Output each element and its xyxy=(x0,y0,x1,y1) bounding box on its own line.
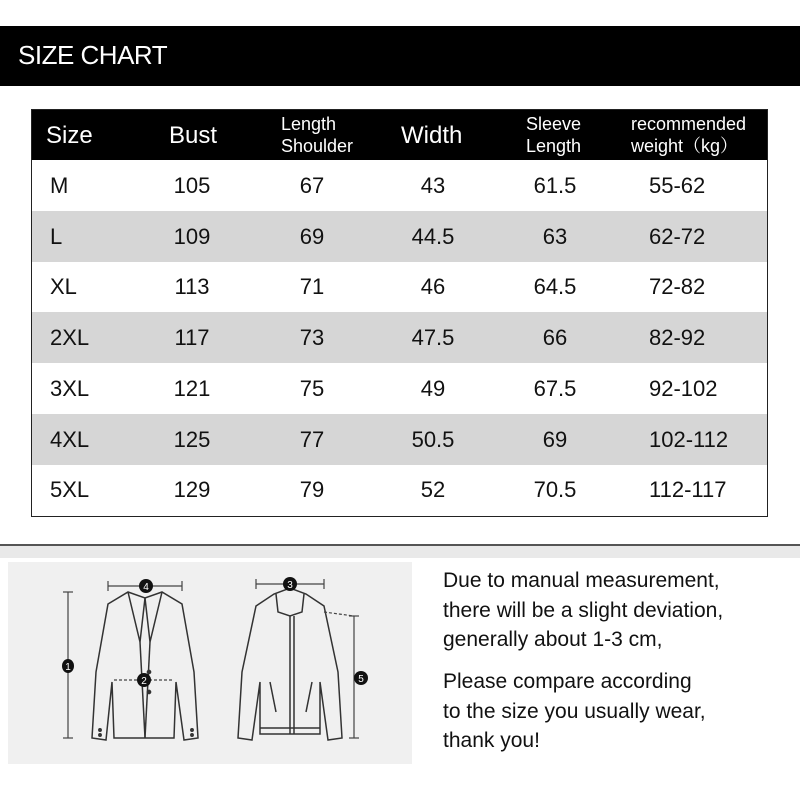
table-cell: L xyxy=(50,223,63,249)
table-cell: 69 xyxy=(299,223,325,249)
table-header xyxy=(32,110,767,160)
svg-text:2: 2 xyxy=(141,676,147,687)
svg-text:5: 5 xyxy=(358,674,364,685)
jacket-guides xyxy=(256,579,359,738)
table-cell: 47.5 xyxy=(411,325,455,351)
header-length-shoulder: Length Shoulder xyxy=(281,114,354,156)
table-cell: 62-72 xyxy=(649,223,706,249)
table-cell: 46 xyxy=(420,274,446,300)
note-line: there will be a slight deviation, xyxy=(443,598,724,622)
table-row xyxy=(32,363,767,414)
section-divider xyxy=(0,544,800,558)
table-cell: 52 xyxy=(420,477,446,503)
table-cell: 4XL xyxy=(50,426,90,452)
table-cell: 77 xyxy=(299,426,325,452)
table-cell: 44.5 xyxy=(411,223,455,249)
title-bar xyxy=(0,26,800,86)
table-cell: 73 xyxy=(299,325,325,351)
table-cell: 92-102 xyxy=(649,375,718,401)
table-cell: 61.5 xyxy=(533,173,577,198)
table-cell: 55-62 xyxy=(649,173,706,198)
table-cell: 75 xyxy=(299,375,325,401)
table-cell: 43 xyxy=(420,173,446,198)
header-size: Size xyxy=(46,122,93,149)
size-table xyxy=(31,109,768,517)
table-cell: 109 xyxy=(173,223,211,249)
table-cell: 50.5 xyxy=(411,426,455,452)
marker-2 xyxy=(137,673,151,687)
compare-note xyxy=(443,667,706,756)
table-cell: 72-82 xyxy=(649,274,706,300)
table-cell: 113 xyxy=(174,274,210,300)
table-cell: 2XL xyxy=(50,325,90,351)
table-row xyxy=(32,261,767,312)
svg-text:3: 3 xyxy=(287,580,293,591)
page-title: SIZE CHART xyxy=(18,40,168,70)
jacket-front-illustration xyxy=(238,588,342,740)
marker-5 xyxy=(354,671,368,685)
table-row xyxy=(32,211,767,262)
table-cell: 82-92 xyxy=(649,325,706,351)
table-row xyxy=(32,414,767,465)
table-cell: 49 xyxy=(420,375,446,401)
table-cell: 117 xyxy=(174,325,210,351)
marker-4 xyxy=(139,579,153,593)
table-cell: 64.5 xyxy=(533,274,577,300)
jacket-illustrations xyxy=(8,562,412,764)
blazer-guides xyxy=(63,581,182,738)
header-width: Width xyxy=(401,122,463,149)
table-cell: 79 xyxy=(299,477,325,503)
table-cell: XL xyxy=(50,274,77,300)
note-line: generally about 1-3 cm, xyxy=(443,628,663,651)
svg-text:1: 1 xyxy=(65,662,71,673)
table-cell: 5XL xyxy=(50,477,90,503)
table-cell: 71 xyxy=(299,274,325,300)
svg-text:4: 4 xyxy=(143,582,149,593)
table-row xyxy=(32,312,767,363)
marker-1 xyxy=(62,659,74,673)
table-cell: 121 xyxy=(173,375,211,401)
table-cell: 63 xyxy=(542,223,568,249)
table-cell: 125 xyxy=(173,426,211,452)
marker-3 xyxy=(283,577,297,591)
measurement-note xyxy=(443,566,723,655)
note-line: Please compare according xyxy=(443,670,692,693)
header-bust: Bust xyxy=(169,122,218,149)
header-recommended-weight: recommended weight（kg） xyxy=(631,114,747,156)
table-cell: 129 xyxy=(173,477,211,503)
table-cell: 112-117 xyxy=(649,477,727,503)
table-row xyxy=(32,464,767,515)
measurement-illustration-panel xyxy=(8,562,412,764)
note-line: Due to manual measurement, xyxy=(443,569,720,592)
note-line: to the size you usually wear, xyxy=(443,699,706,723)
table-cell: 105 xyxy=(173,173,211,198)
header-sleeve-length: Sleeve Length xyxy=(526,114,582,156)
table-cell: 70.5 xyxy=(533,477,577,503)
table-cell: 102-112 xyxy=(649,426,729,452)
table-cell: M xyxy=(50,173,69,198)
note-line: thank you! xyxy=(443,729,540,752)
blazer-front-illustration xyxy=(92,592,198,740)
table-cell: 67.5 xyxy=(533,375,577,401)
table-cell: 3XL xyxy=(50,375,90,401)
table-cell: 69 xyxy=(542,426,568,452)
table-cell: 66 xyxy=(542,325,568,351)
table-cell: 67 xyxy=(299,173,325,198)
table-row xyxy=(32,160,767,211)
